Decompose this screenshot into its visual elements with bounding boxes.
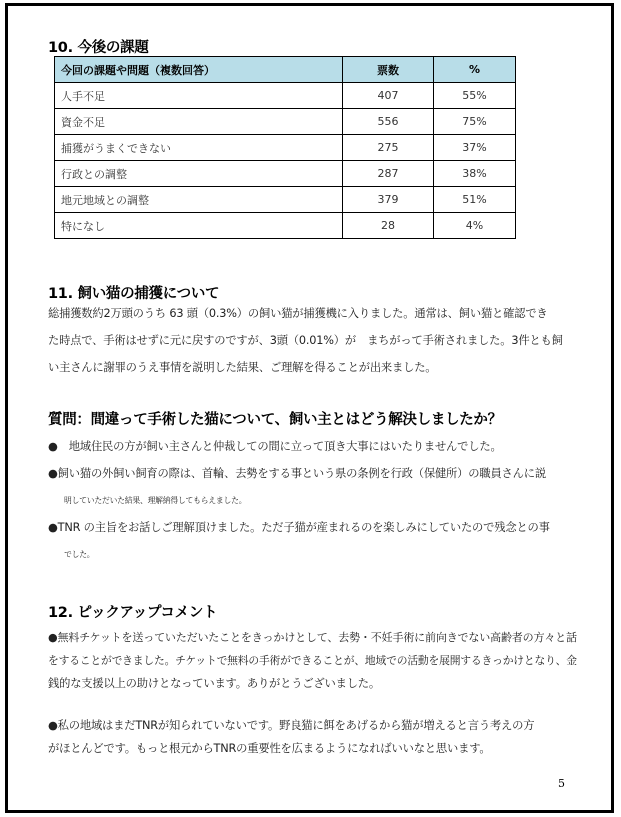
column-header-votes: 票数 — [343, 57, 434, 83]
comment-line: がほとんどです。もっと根元からTNRの重要性を広まるようになればいいなと思います。 — [48, 742, 491, 755]
votes-cell: 407 — [343, 83, 434, 109]
table-row — [55, 109, 516, 135]
section-11-body — [48, 300, 578, 381]
column-header-percent: % — [434, 57, 516, 83]
percent-cell: 51% — [434, 187, 516, 213]
issue-cell: 行政との調整 — [55, 161, 343, 187]
issue-cell: 資金不足 — [55, 109, 343, 135]
paragraph-line: い主さんに謝罪のうえ事情を説明した結果、ご理解を得ることが出来ました。 — [48, 361, 437, 374]
votes-cell: 28 — [343, 213, 434, 239]
answer-line: 明していただいた結果、理解納得してもらえました。 — [64, 496, 247, 505]
answer-line: ● 地域住民の方が飼い主さんと仲裁しての間に立って頂き大事にはいたりませんでした。 — [48, 440, 502, 453]
comment-line: 銭的な支援以上の助けとなっています。ありがとうございました。 — [48, 677, 381, 690]
comment-1 — [48, 626, 578, 695]
table-row — [55, 161, 516, 187]
comment-line: をすることができました。チケットで無料の手術ができることが、地域での活動を展開するきっかけとなり、金 — [48, 654, 577, 667]
issue-cell: 人手不足 — [55, 83, 343, 109]
issues-table — [54, 56, 516, 239]
answer-line: ●TNR の主旨をお話しご理解頂けました。ただ子猫が産まれるのを楽しみにしていたので残念との事 — [48, 521, 550, 534]
column-header-issue: 今回の課題や問題（複数回答） — [55, 57, 343, 83]
percent-cell: 4% — [434, 213, 516, 239]
percent-cell: 38% — [434, 161, 516, 187]
percent-cell: 37% — [434, 135, 516, 161]
question-answers — [48, 433, 578, 568]
votes-cell: 556 — [343, 109, 434, 135]
issue-cell: 特になし — [55, 213, 343, 239]
comment-2 — [48, 714, 578, 760]
page-number: 5 — [558, 777, 565, 790]
percent-cell: 55% — [434, 83, 516, 109]
table-row — [55, 213, 516, 239]
paragraph-line: 総捕獲数約2万頭のうち 63 頭（0.3%）の飼い猫が捕獲機に入りました。通常は、飼い猫と確認でき — [48, 307, 548, 320]
percent-cell: 75% — [434, 109, 516, 135]
section-12-heading: 12. ピックアップコメント — [48, 605, 218, 621]
question-heading: 質問：間違って手術した猫について、飼い主とはどう解決しましたか？ — [48, 412, 502, 428]
table-row — [55, 187, 516, 213]
table-row — [55, 83, 516, 109]
votes-cell: 275 — [343, 135, 434, 161]
votes-cell: 287 — [343, 161, 434, 187]
table-header-row — [55, 57, 516, 83]
table-row — [55, 135, 516, 161]
paragraph-line: た時点で、手術はせずに元に戻すのですが、3頭（0.01%）が まちがって手術されました。3件とも飼 — [48, 334, 563, 347]
section-10-heading: 10. 今後の課題 — [48, 40, 149, 56]
comment-line: ●私の地域はまだTNRが知られていないです。野良猫に餌をあげるから猫が増えると言う考えの方 — [48, 719, 535, 732]
issue-cell: 捕獲がうまくできない — [55, 135, 343, 161]
votes-cell: 379 — [343, 187, 434, 213]
answer-line: でした。 — [64, 550, 95, 559]
issue-cell: 地元地域との調整 — [55, 187, 343, 213]
section-11-heading: 11. 飼い猫の捕獲について — [48, 286, 220, 302]
comment-line: ●無料チケットを送っていただいたことをきっかけとして、去勢・不妊手術に前向きでない高齢者の方々と話 — [48, 631, 577, 644]
answer-line: ●飼い猫の外飼い飼育の際は、首輪、去勢をする事という県の条例を行政（保健所）の職員さんに説 — [48, 467, 546, 480]
